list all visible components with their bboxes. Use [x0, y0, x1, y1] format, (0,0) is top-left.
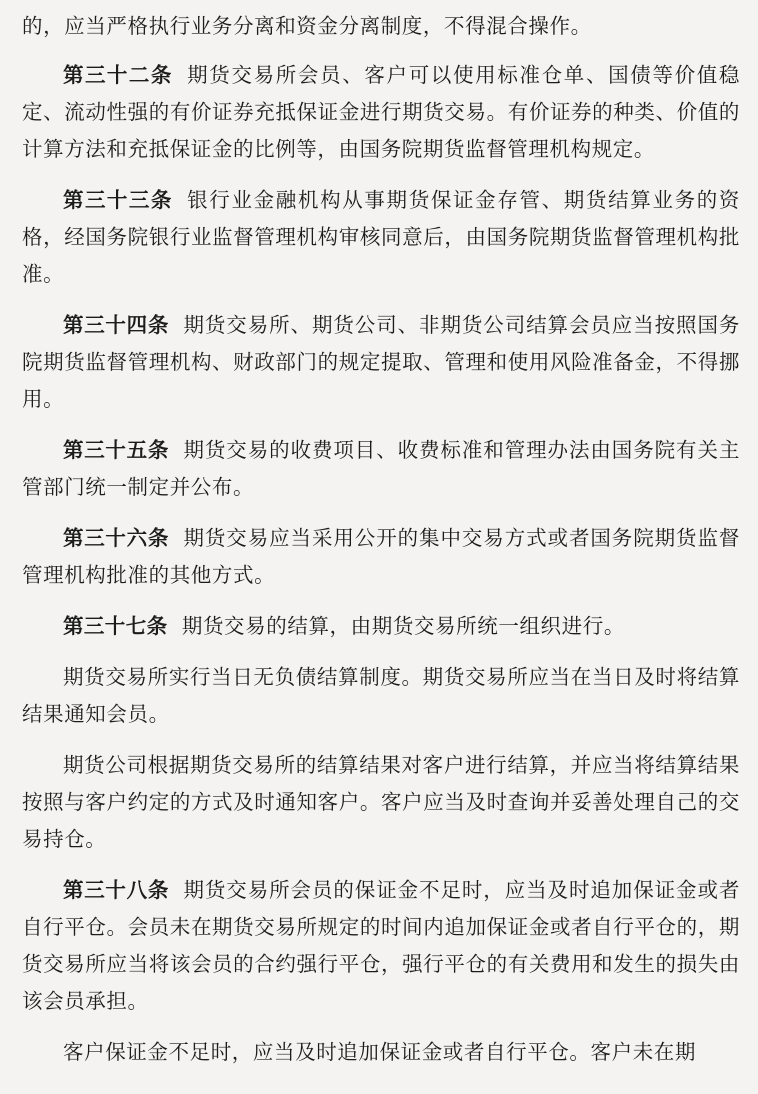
paragraph-text: 期货交易所实行当日无负债结算制度。期货交易所应当在当日及时将结算结果通知会员。: [22, 665, 740, 726]
article-number: 第三十四条: [63, 313, 170, 337]
paragraph-text: 期货交易所、期货公司、非期货公司结算会员应当按照国务院期货监督管理机构、财政部门的规定提取、管理和使用风险准备金，不得挪用。: [22, 313, 740, 411]
article-number: 第三十八条: [63, 878, 170, 902]
article-number: 第三十七条: [63, 614, 168, 638]
article-35: [22, 432, 740, 506]
document-page: [22, 8, 740, 1085]
article-number: 第三十三条: [63, 188, 173, 212]
paragraph: [22, 1034, 740, 1071]
paragraph-text: 期货公司根据期货交易所的结算结果对客户进行结算，并应当将结算结果按照与客户约定的方式及时通知客户。客户应当及时查询并妥善处理自己的交易持仓。: [22, 753, 740, 851]
paragraph-text: 期货交易的收费项目、收费标准和管理办法由国务院有关主管部门统一制定并公布。: [22, 438, 740, 499]
article-36: [22, 520, 740, 594]
paragraph-text: 期货交易所会员的保证金不足时，应当及时追加保证金或者自行平仓。会员未在期货交易所规定的时间内追加保证金或者自行平仓的，期货交易所应当将该会员的合约强行平仓，强行平仓的有关费用和发生的损失由该会员承担。: [22, 878, 740, 1013]
paragraph-text: 的，应当严格执行业务分离和资金分离制度，不得混合操作。: [22, 14, 592, 38]
paragraph-text: 期货交易所会员、客户可以使用标准仓单、国债等价值稳定、流动性强的有价证券充抵保证金进行期货交易。有价证券的种类、价值的计算方法和充抵保证金的比例等，由国务院期货监督管理机构规定。: [22, 63, 741, 161]
article-34: [22, 307, 740, 418]
paragraph-text: 客户保证金不足时，应当及时追加保证金或者自行平仓。客户未在期: [63, 1040, 696, 1064]
article-37: [22, 608, 740, 645]
paragraph: [22, 659, 740, 733]
article-number: 第三十五条: [63, 438, 170, 462]
article-33: [22, 182, 740, 293]
paragraph-continuation: [22, 8, 740, 45]
paragraph-text: 期货交易的结算，由期货交易所统一组织进行。: [181, 614, 625, 638]
paragraph-text: 银行业金融机构从事期货保证金存管、期货结算业务的资格，经国务院银行业监督管理机构审核同意后，由国务院期货监督管理机构批准。: [22, 188, 741, 286]
paragraph: [22, 747, 740, 858]
article-32: [22, 57, 740, 168]
article-number: 第三十六条: [63, 526, 170, 550]
paragraph-text: 期货交易应当采用公开的集中交易方式或者国务院期货监督管理机构批准的其他方式。: [22, 526, 740, 587]
article-number: 第三十二条: [63, 63, 173, 87]
article-38: [22, 872, 740, 1020]
